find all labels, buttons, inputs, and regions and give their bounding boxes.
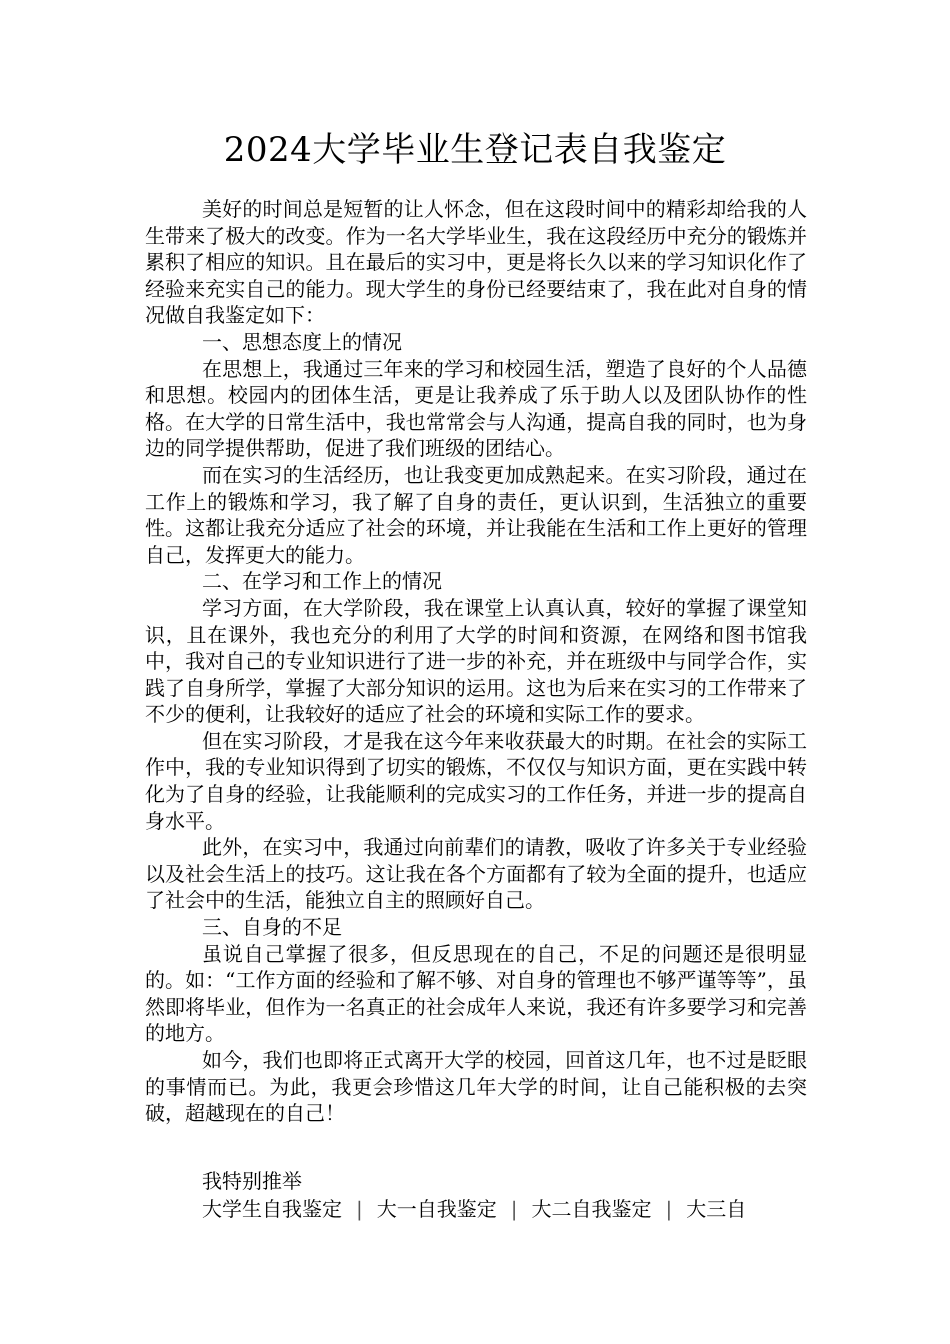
section-heading-shortcomings: 三、自身的不足 xyxy=(202,915,342,940)
closing-paragraph: 如今，我们也即将正式离开大学的校园，回首这几年，也不过是眨眼的事情而已。为此，我更会珍惜这几年大学的时间，让自己能积极的去突破，超越现在的自己！ xyxy=(145,1048,807,1126)
body-paragraph: 学习方面，在大学阶段，我在课堂上认真认真，较好的掌握了课堂知识，且在课外，我也充分的利用了大学的时间和资源，在网络和图书馆我中，我对自己的专业知识进行了进一步的补充，并在班级中与同学合作，实践了自身所学，掌握了大部分知识的运用。这也为后来在实习的工作带来了不少的便利，让我较好的适应了社会的环境和实际工作的要求。 xyxy=(145,595,807,727)
recommend-label: 我特别推举 xyxy=(202,1169,302,1193)
link-college-self-assessment[interactable]: 大学生自我鉴定 xyxy=(202,1197,342,1221)
recommend-links xyxy=(202,1195,808,1223)
body-paragraph: 但在实习阶段，才是我在这今年来收获最大的时期。在社会的实际工作中，我的专业知识得到了切实的锻炼，不仅仅与知识方面，更在实践中转化为了自身的经验，让我能顺利的完成实习的工作任务，并进一步的提高自身水平。 xyxy=(145,728,807,833)
link-sophomore-self-assessment[interactable]: 大二自我鉴定 xyxy=(531,1197,652,1221)
link-separator: | xyxy=(665,1197,673,1221)
intro-paragraph: 美好的时间总是短暂的让人怀念，但在这段时间中的精彩却给我的人生带来了极大的改变。作为一名大学毕业生，我在这段经历中充分的锻炼并累积了相应的知识。且在最后的实习中，更是将长久以来的学习知识化作了经验来充实自己的能力。现大学生的身份已经要结束了，我在此对自身的情况做自我鉴定如下： xyxy=(145,197,807,328)
document-title: 2024大学毕业生登记表自我鉴定 xyxy=(223,130,727,170)
body-paragraph: 在思想上，我通过三年来的学习和校园生活，塑造了良好的个人品德和思想。校园内的团体生活，更是让我养成了乐于助人以及团队协作的性格。在大学的日常生活中，我也常常会与人沟通，提高自我的同时，也为身边的同学提供帮助，促进了我们班级的团结心。 xyxy=(145,356,807,461)
section-heading-thought: 一、思想态度上的情况 xyxy=(202,329,402,354)
section-heading-study-work: 二、在学习和工作上的情况 xyxy=(202,569,442,594)
link-separator: | xyxy=(356,1197,363,1221)
link-junior-self-assessment[interactable]: 大三自 xyxy=(686,1197,747,1221)
recommend-section xyxy=(202,1167,822,1223)
link-separator: | xyxy=(510,1197,518,1221)
link-freshman-self-assessment[interactable]: 大一自我鉴定 xyxy=(376,1197,497,1221)
body-paragraph: 而在实习的生活经历，也让我变更加成熟起来。在实习阶段，通过在工作上的锻炼和学习，我了解了自身的责任，更认识到，生活独立的重要性。这都让我充分适应了社会的环境，并让我能在生活和工作上更好的管理自己，发挥更大的能力。 xyxy=(145,462,807,567)
body-paragraph: 此外，在实习中，我通过向前辈们的请教，吸收了许多关于专业经验以及社会生活上的技巧。这让我在各个方面都有了较为全面的提升，也适应了社会中的生活，能独立自主的照顾好自己。 xyxy=(145,835,807,913)
document-body xyxy=(145,196,807,1127)
body-paragraph: 虽说自己掌握了很多，但反思现在的自己，不足的问题还是很明显的。如：“工作方面的经验和了解不够、对自身的管理也不够严谨等等”，虽然即将毕业，但作为一名真正的社会成年人来说，我还有许多要学习和完善的地方。 xyxy=(145,941,807,1046)
